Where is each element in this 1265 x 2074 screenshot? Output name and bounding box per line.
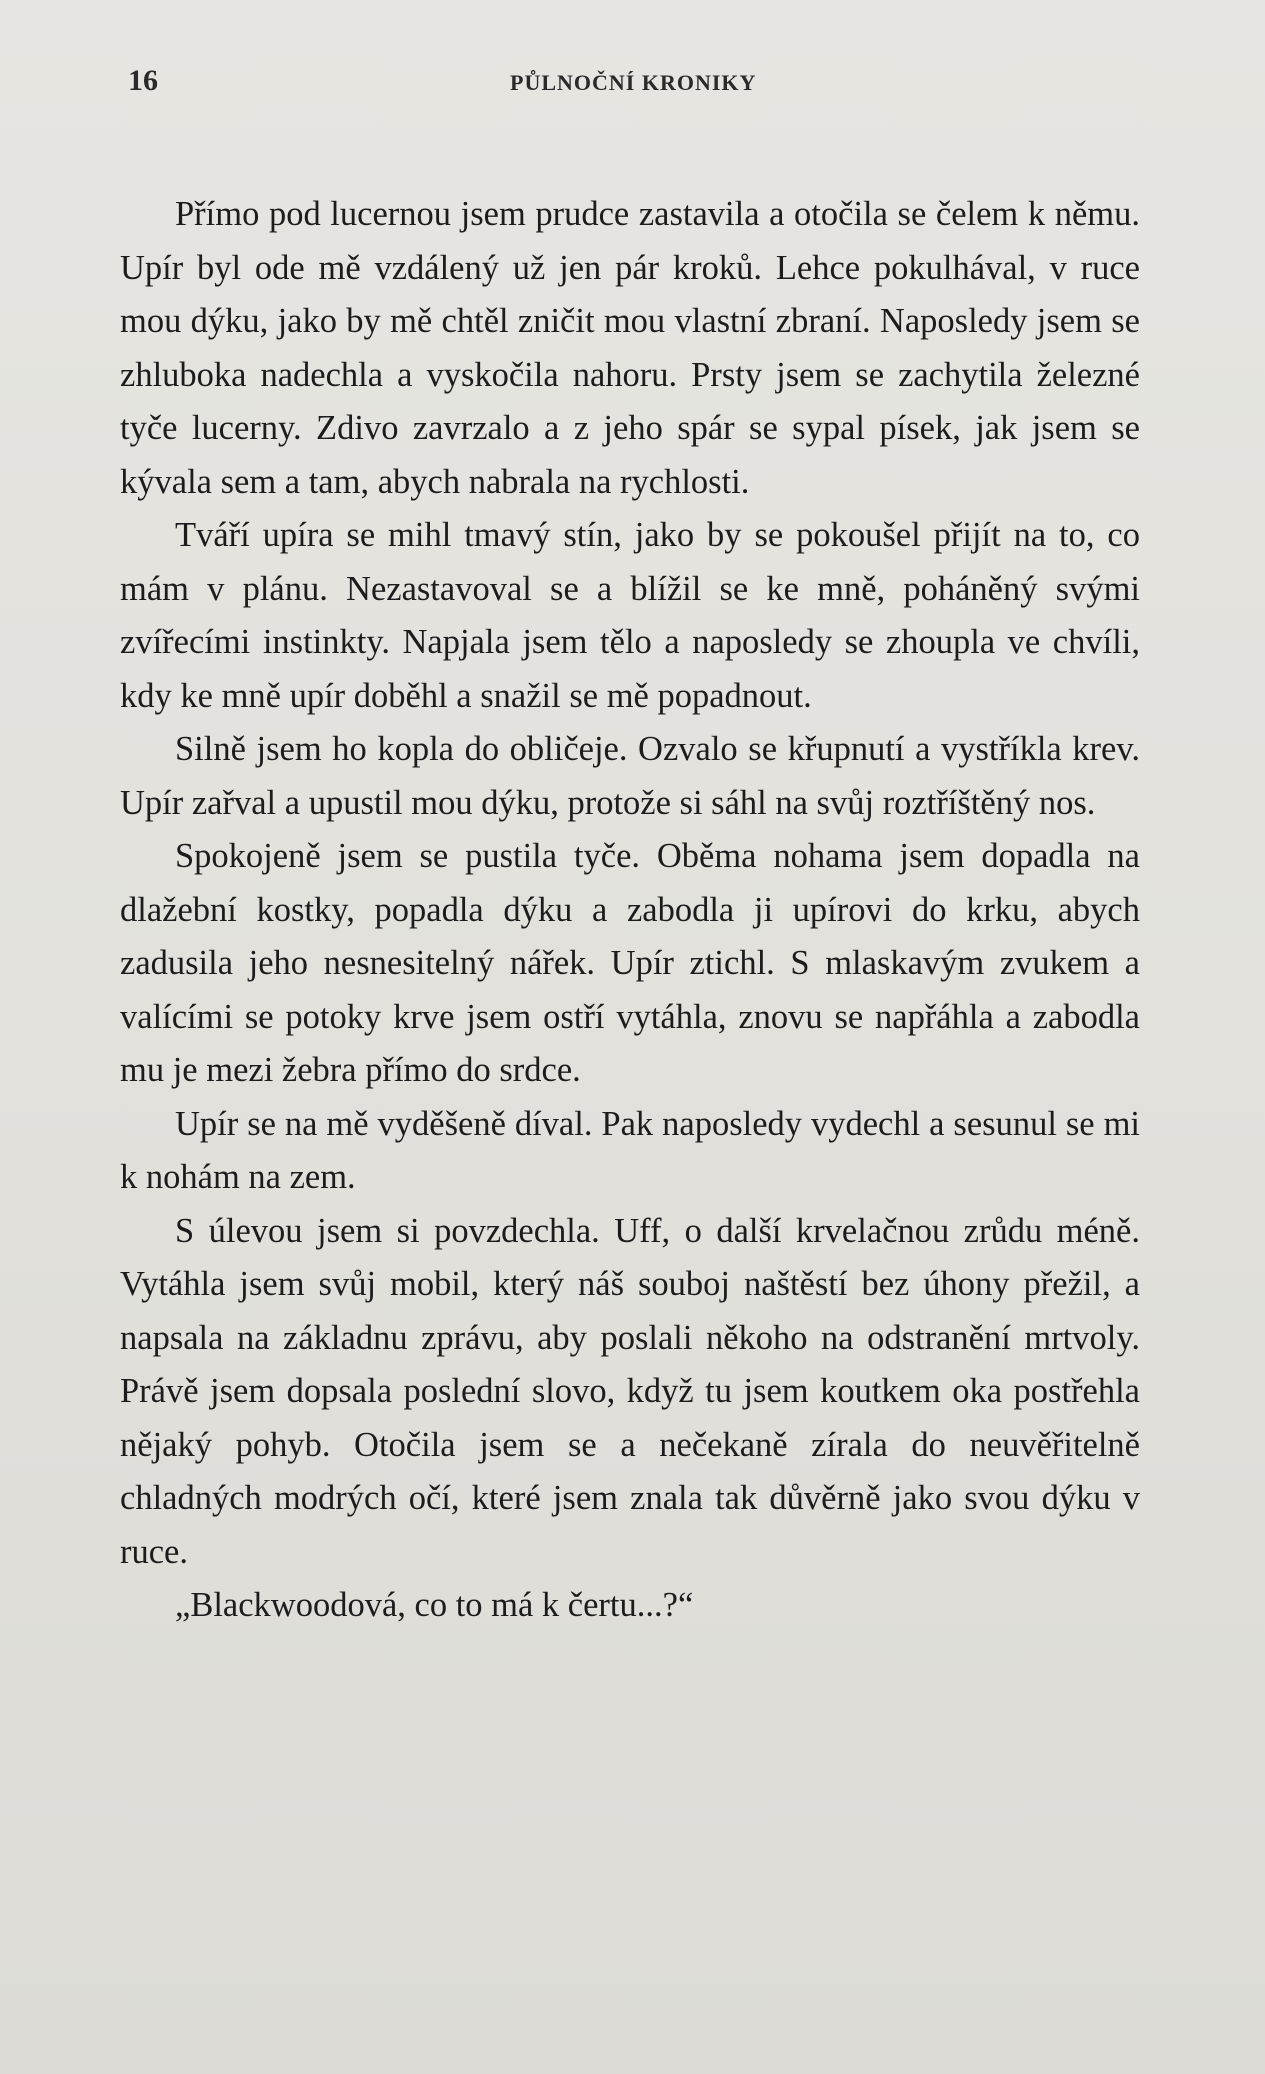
body-text [120,188,1140,1633]
page-number: 16 [128,64,158,97]
running-head [0,64,1265,104]
paragraph: Přímo pod lucernou jsem prudce zastavila a otočila se čelem k němu. Upír byl ode mě vzdálený už jen pár kroků. Lehce pokulhával, v ruce mou dýku, jako by mě chtěl zničit mou vlastní zbraní. Naposledy jsem se zhluboka nadechla a vyskočila nahoru. Prsty jsem se zachytila železné tyče lucerny. Zdivo zavrzalo a z jeho spár se sypal písek, jak jsem se kývala sem a tam, abych nabrala na rychlosti. [120,195,1140,501]
paragraph: Tváří upíra se mihl tmavý stín, jako by se pokoušel přijít na to, co mám v plánu. Nezastavoval se a blížil se ke mně, poháněný svými zvířecími instinkty. Napjala jsem tělo a naposledy se zhoupla ve chvíli, kdy ke mně upír doběhl a snažil se mě popadnout. [120,516,1140,715]
paragraph: Silně jsem ho kopla do obličeje. Ozvalo se křupnutí a vystříkla krev. Upír zařval a upustil mou dýku, protože si sáhl na svůj roztříštěný nos. [120,730,1140,822]
paragraph: S úlevou jsem si povzdechla. Uff, o další krvelačnou zrůdu méně. Vytáhla jsem svůj mobil, který náš souboj naštěstí bez úhony přežil, a napsala na základnu zprávu, aby poslali někoho na odstranění mrtvoly. Právě jsem dopsala poslední slovo, když tu jsem koutkem oka postřehla nějaký pohyb. Otočila jsem se a nečekaně zírala do neuvěřitelně chladných modrých očí, které jsem znala tak důvěrně jako svou dýku v ruce. [120,1211,1140,1571]
paragraph: Spokojeně jsem se pustila tyče. Oběma nohama jsem dopadla na dlažební kostky, popadla dýku a zabodla ji upírovi do krku, abych zadusila jeho nesnesitelný nářek. Upír ztichl. S mlaskavým zvukem a valícími se potoky krve jsem ostří vytáhla, znovu se napřáhla a zabodla mu je mezi žebra přímo do srdce. [120,837,1140,1089]
paragraph: Upír se na mě vyděšeně díval. Pak naposledy vydechl a sesunul se mi k nohám na zem. [120,1104,1140,1196]
book-title: PŮLNOČNÍ KRONIKY [510,70,757,95]
paragraph: „Blackwoodová, co to má k čertu...?“ [175,1586,694,1624]
